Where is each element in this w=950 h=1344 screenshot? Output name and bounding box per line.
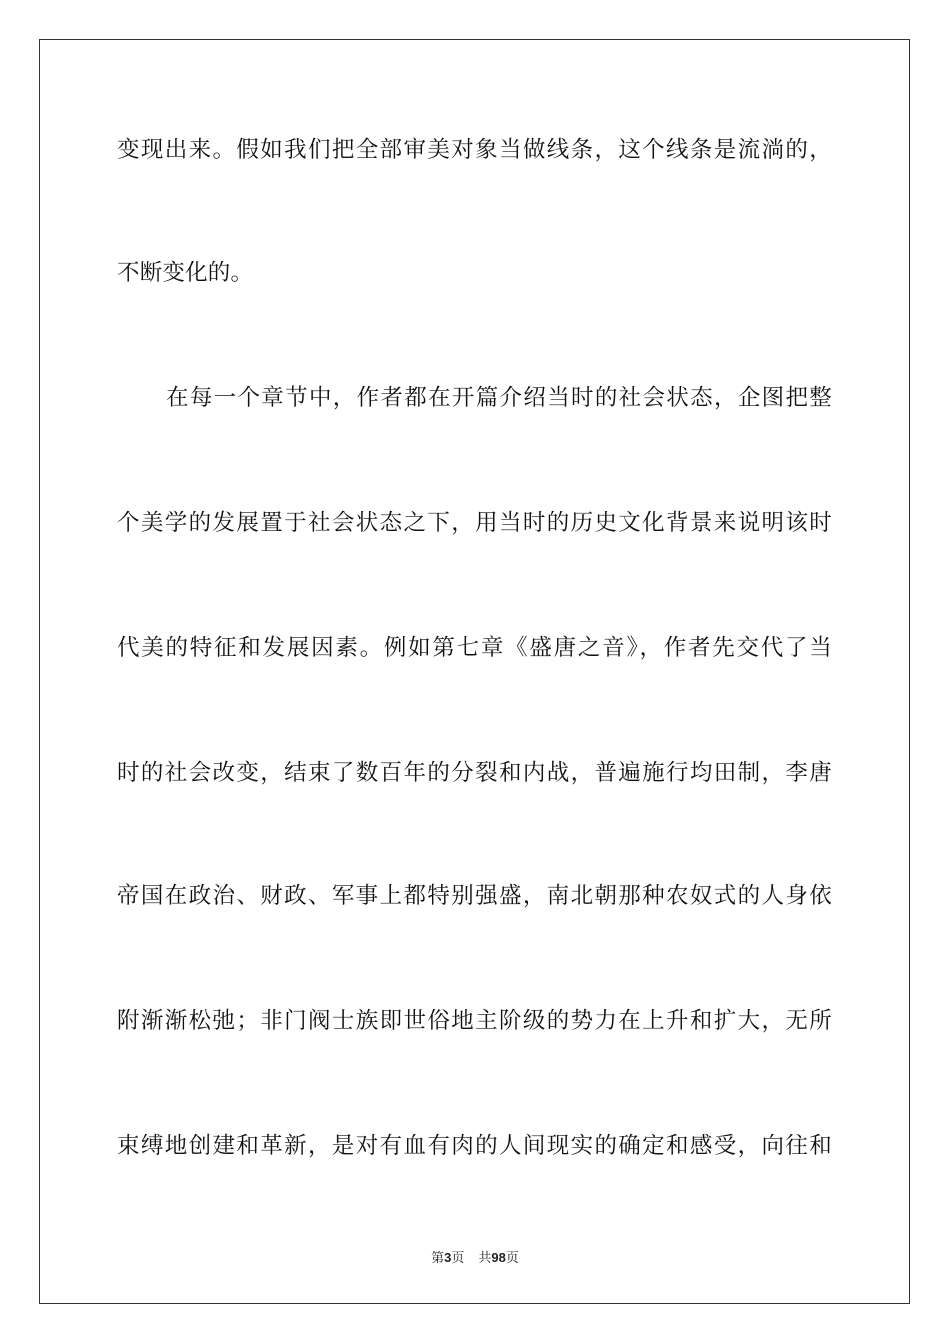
text-line-9: 束缚地创建和革新，是对有血有肉的人间现实的确定和感受，向往和 [117,1133,832,1159]
text-line-4: 个美学的发展置于社会状态之下，用当时的历史文化背景来说明该时 [117,510,832,536]
total-pages: 98 [491,1250,506,1265]
page-border [39,39,910,1304]
text-line-3: 在每一个章节中，作者都在开篇介绍当时的社会状态，企图把整 [166,385,832,411]
text-line-2: 不断变化的。 [117,260,254,286]
text-line-5: 代美的特征和发展因素。例如第七章《盛唐之音》，作者先交代了当 [117,635,832,661]
page-footer [0,1249,950,1268]
page-suffix: 页 [451,1251,465,1266]
text-line-7: 帝国在政治、财政、军事上都特别强盛，南北朝那种农奴式的人身依 [117,883,832,909]
page-prefix: 第 [431,1251,445,1266]
text-line-8: 附渐渐松弛；非门阀士族即世俗地主阶级的势力在上升和扩大，无所 [117,1008,832,1034]
text-line-1: 变现出来。假如我们把全部审美对象当做线条，这个线条是流淌的， [117,137,832,163]
total-suffix: 页 [505,1251,519,1266]
text-line-6: 时的社会改变，结束了数百年的分裂和内战，普遍施行均田制，李唐 [117,760,832,786]
total-prefix: 共 [478,1251,492,1266]
page-number: 3 [444,1250,452,1265]
